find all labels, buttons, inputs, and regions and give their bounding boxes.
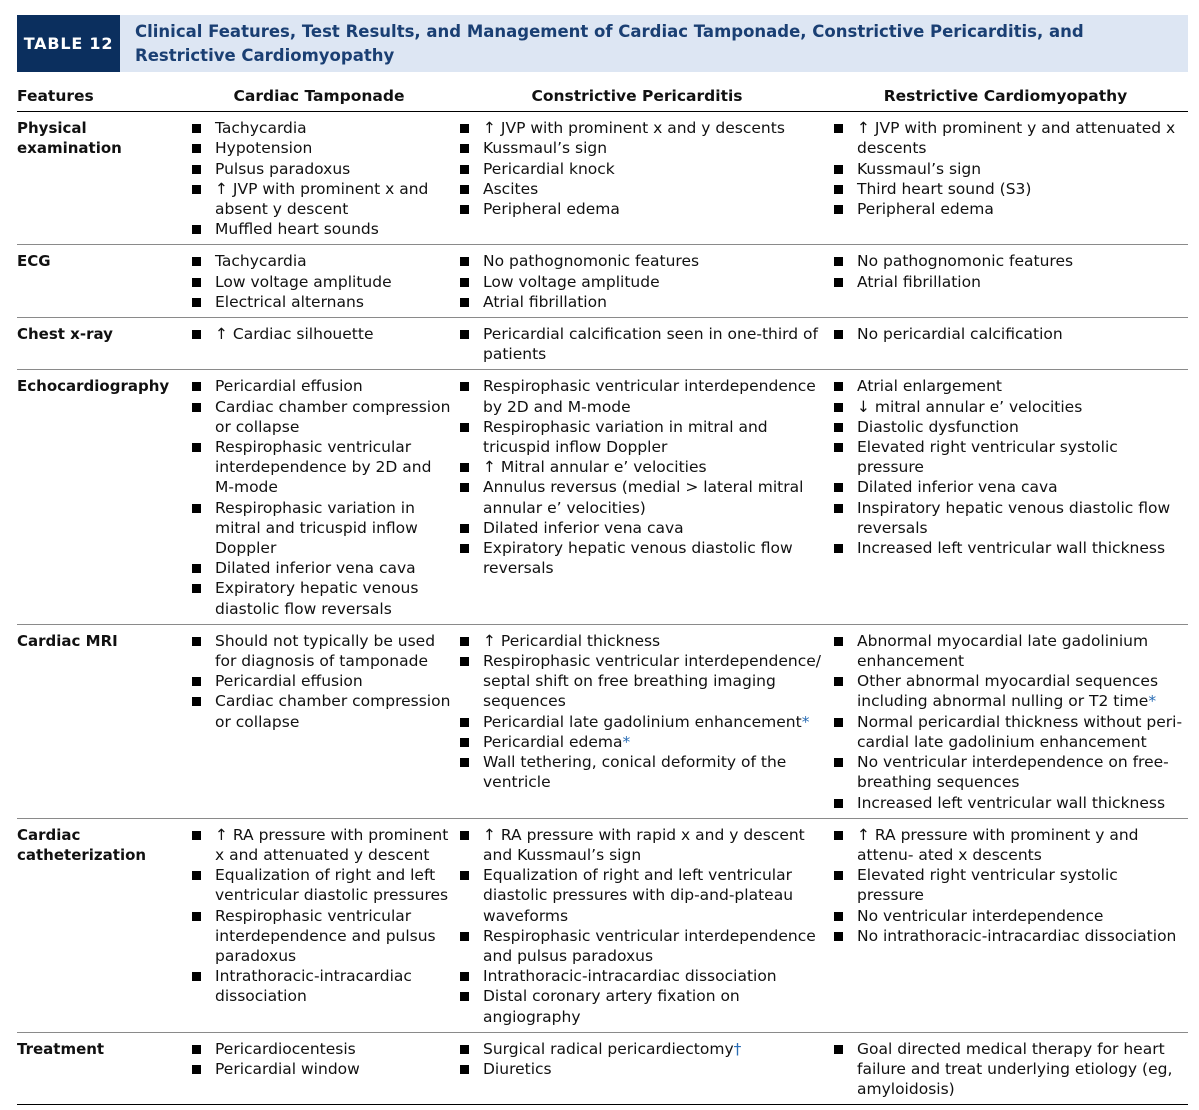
list-item: Low voltage amplitude	[455, 272, 823, 292]
list-item: Atrial fibrillation	[829, 272, 1188, 292]
list-item: Respirophasic variation in mitral and tricuspid inflow Doppler	[187, 498, 451, 559]
list-item: ↑ JVP with prominent x and y descents	[455, 118, 823, 138]
list-item: Distal coronary artery fixation on angiography	[455, 986, 823, 1026]
item-text: Other abnormal myocardial sequences including abnormal nulling or T2 time	[857, 672, 1159, 711]
comparison-table	[17, 84, 1188, 1105]
list-item: Low voltage amplitude	[187, 272, 451, 292]
list-item: ↑ JVP with prominent y and attenuated x descents	[829, 118, 1188, 158]
tamponade-list	[187, 825, 451, 1007]
list-item: Increased left ventricular wall thickness	[829, 538, 1188, 558]
list-item: Tachycardia	[187, 118, 451, 138]
list-item: Cardiac chamber compression or collapse	[187, 397, 451, 437]
constrictive-list	[455, 1039, 823, 1079]
constrictive-list	[455, 251, 823, 312]
list-item: Pericardial effusion	[187, 671, 451, 691]
table-header-band	[17, 15, 1188, 72]
feature-label: Echocardiography	[17, 370, 187, 624]
footnote-mark: *	[1148, 692, 1157, 711]
list-item	[829, 671, 1188, 711]
tamponade-list	[187, 376, 451, 618]
list-item: Elevated right ventricular systolic pressure	[829, 437, 1188, 477]
table-title: Clinical Features, Test Results, and Management of Cardiac Tamponade, Constrictive Pericarditis, and Restrictive Cardiomyopathy	[135, 22, 1084, 65]
list-item: Pericardial effusion	[187, 376, 451, 396]
restrictive-list	[829, 251, 1188, 291]
table-header-row	[17, 84, 1188, 112]
feature-label: Chest x-ray	[17, 318, 187, 370]
list-item: Expiratory hepatic venous diastolic flow reversals	[455, 538, 823, 578]
list-item: No pericardial calcification	[829, 324, 1188, 344]
list-item: Kussmaul’s sign	[829, 159, 1188, 179]
list-item: Normal pericardial thickness without peri- cardial late gadolinium enhancement	[829, 712, 1188, 752]
list-item: Third heart sound (S3)	[829, 179, 1188, 199]
list-item: Hypotension	[187, 138, 451, 158]
constrictive-list	[455, 825, 823, 1027]
list-item: Goal directed medical therapy for heart failure and treat underlying etiology (eg, amyloidosis)	[829, 1039, 1188, 1100]
list-item: ↑ RA pressure with rapid x and y descent and Kussmaul’s sign	[455, 825, 823, 865]
list-item: Pericardiocentesis	[187, 1039, 451, 1059]
list-item: Kussmaul’s sign	[455, 138, 823, 158]
list-item: Equalization of right and left ventricular diastolic pressures	[187, 865, 451, 905]
list-item: Expiratory hepatic venous diastolic flow reversals	[187, 578, 451, 618]
list-item: No pathognomonic features	[829, 251, 1188, 271]
table-number-tag: TABLE 12	[17, 15, 120, 72]
list-item: Respirophasic ventricular interdependence and pulsus paradoxus	[455, 926, 823, 966]
list-item: Diuretics	[455, 1059, 823, 1079]
list-item: Pulsus paradoxus	[187, 159, 451, 179]
tamponade-list	[187, 1039, 451, 1079]
table-row	[17, 318, 1188, 370]
list-item: Dilated inferior vena cava	[455, 518, 823, 538]
list-item: Tachycardia	[187, 251, 451, 271]
list-item	[455, 732, 823, 752]
list-item: Intrathoracic-intracardiac dissociation	[455, 966, 823, 986]
list-item: Ascites	[455, 179, 823, 199]
list-item: Dilated inferior vena cava	[829, 477, 1188, 497]
tamponade-list	[187, 631, 451, 732]
restrictive-list	[829, 825, 1188, 946]
list-item: Peripheral edema	[455, 199, 823, 219]
feature-label: Physical examination	[17, 112, 187, 245]
list-item: Respirophasic variation in mitral and tricuspid inflow Doppler	[455, 417, 823, 457]
list-item: Diastolic dysfunction	[829, 417, 1188, 437]
list-item: Dilated inferior vena cava	[187, 558, 451, 578]
table-row	[17, 245, 1188, 318]
item-text: Pericardial edema	[483, 732, 623, 751]
restrictive-list	[829, 1039, 1188, 1100]
list-item: ↑ RA pressure with prominent y and attenu- ated x descents	[829, 825, 1188, 865]
constrictive-list	[455, 118, 823, 219]
tamponade-list	[187, 324, 451, 344]
constrictive-list	[455, 631, 823, 793]
list-item: ↑ RA pressure with prominent x and attenuated y descent	[187, 825, 451, 865]
list-item: Respirophasic ventricular interdependence and pulsus paradoxus	[187, 906, 451, 967]
table-row	[17, 370, 1188, 624]
feature-label: Cardiac MRI	[17, 624, 187, 818]
restrictive-list	[829, 118, 1188, 219]
footnote-mark: *	[622, 732, 631, 751]
list-item: Wall tethering, conical deformity of the ventricle	[455, 752, 823, 792]
list-item	[455, 712, 823, 732]
table-row	[17, 1032, 1188, 1105]
list-item: Respirophasic ventricular interdependence by 2D and M-mode	[455, 376, 823, 416]
list-item: Atrial enlargement	[829, 376, 1188, 396]
list-item: No pathognomonic features	[455, 251, 823, 271]
list-item: Pericardial knock	[455, 159, 823, 179]
list-item	[455, 1039, 823, 1059]
list-item: ↓ mitral annular e’ velocities	[829, 397, 1188, 417]
list-item: Atrial fibrillation	[455, 292, 823, 312]
list-item: Intrathoracic-intracardiac dissociation	[187, 966, 451, 1006]
list-item: Increased left ventricular wall thickness	[829, 793, 1188, 813]
list-item: Peripheral edema	[829, 199, 1188, 219]
table-row	[17, 818, 1188, 1032]
list-item: Elevated right ventricular systolic pressure	[829, 865, 1188, 905]
list-item: No ventricular interdependence	[829, 906, 1188, 926]
footnote-mark: †	[733, 1039, 742, 1058]
list-item: Respirophasic ventricular interdependence/ septal shift on free breathing imaging sequences	[455, 651, 823, 712]
header-cardiac-tamponade: Cardiac Tamponade	[187, 84, 451, 112]
list-item: ↑ Pericardial thickness	[455, 631, 823, 651]
list-item: Pericardial window	[187, 1059, 451, 1079]
list-item: Abnormal myocardial late gadolinium enhancement	[829, 631, 1188, 671]
list-item: ↑ JVP with prominent x and absent y descent	[187, 179, 451, 219]
list-item: Electrical alternans	[187, 292, 451, 312]
feature-label: ECG	[17, 245, 187, 318]
list-item: Equalization of right and left ventricular diastolic pressures with dip-and-plateau waveforms	[455, 865, 823, 926]
restrictive-list	[829, 324, 1188, 344]
header-features: Features	[17, 84, 187, 112]
list-item: ↑ Cardiac silhouette	[187, 324, 451, 344]
constrictive-list	[455, 376, 823, 578]
list-item: No intrathoracic-intracardiac dissociation	[829, 926, 1188, 946]
header-constrictive-pericarditis: Constrictive Pericarditis	[451, 84, 823, 112]
table-row	[17, 112, 1188, 245]
list-item: No ventricular interdependence on free- breathing sequences	[829, 752, 1188, 792]
list-item: Muffled heart sounds	[187, 219, 451, 239]
list-item: Pericardial calcification seen in one-third of patients	[455, 324, 823, 364]
feature-label: Cardiac catheterization	[17, 818, 187, 1032]
feature-label: Treatment	[17, 1032, 187, 1105]
tamponade-list	[187, 118, 451, 239]
footnote-mark: *	[801, 712, 810, 731]
item-text: Pericardial late gadolinium enhancement	[483, 712, 802, 731]
list-item: ↑ Mitral annular e’ velocities	[455, 457, 823, 477]
restrictive-list	[829, 631, 1188, 813]
constrictive-list	[455, 324, 823, 364]
header-restrictive-cardiomyopathy: Restrictive Cardiomyopathy	[823, 84, 1188, 112]
restrictive-list	[829, 376, 1188, 558]
list-item: Annulus reversus (medial > lateral mitral annular e’ velocities)	[455, 477, 823, 517]
list-item: Inspiratory hepatic venous diastolic flow reversals	[829, 498, 1188, 538]
table-row	[17, 624, 1188, 818]
list-item: Should not typically be used for diagnosis of tamponade	[187, 631, 451, 671]
list-item: Cardiac chamber compression or collapse	[187, 691, 451, 731]
tamponade-list	[187, 251, 451, 312]
list-item: Respirophasic ventricular interdependence by 2D and M-mode	[187, 437, 451, 498]
item-text: Surgical radical pericardiectomy	[483, 1039, 734, 1058]
